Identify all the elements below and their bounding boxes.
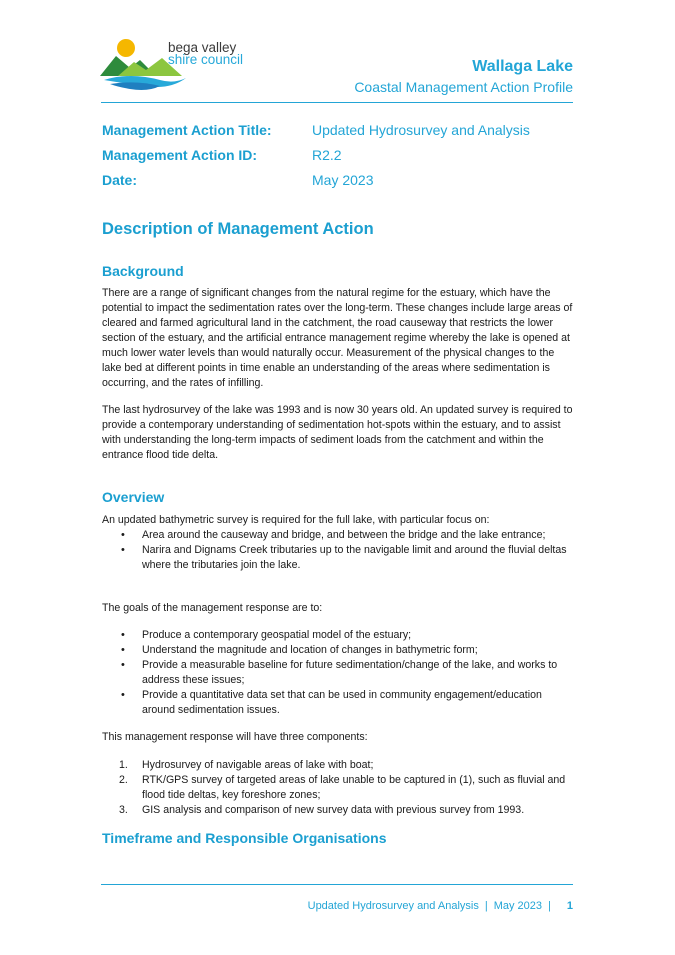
list-number: 1. xyxy=(119,759,128,771)
logo-text-line1: bega valley xyxy=(168,40,237,55)
header-subtitle: Coastal Management Action Profile xyxy=(354,79,573,95)
list-text: Hydrosurvey of navigable areas of lake with boat; xyxy=(142,759,374,771)
list-number: 2. xyxy=(119,774,128,786)
action-title-value: Updated Hydrosurvey and Analysis xyxy=(312,122,530,138)
background-heading: Background xyxy=(102,263,184,279)
page-footer xyxy=(308,900,573,912)
overview-intro: An updated bathymetric survey is required for the full lake, with particular focus on: xyxy=(102,514,490,526)
components-list xyxy=(102,758,576,818)
date-value: May 2023 xyxy=(312,172,374,188)
list-item: • Provide a quantitative data set that can be used in community engagement/education around sedimentation issues. xyxy=(102,688,576,718)
council-logo xyxy=(100,36,270,94)
background-paragraph-2: The last hydrosurvey of the lake was 1993 and is now 30 years old. An updated survey is required to provide a contemporary understanding of sedimentation hot-spots within the estuary, and to assist with understanding the long-term impacts of sediment loads from the catchment and within the entrance flood tide delta. xyxy=(102,404,573,461)
footer-title: Updated Hydrosurvey and Analysis xyxy=(307,900,479,912)
logo-text-line2: shire council xyxy=(168,52,244,67)
action-title-label: Management Action Title: xyxy=(102,122,272,138)
goals-intro: The goals of the management response are to: xyxy=(102,602,323,614)
overview-heading: Overview xyxy=(102,489,165,505)
list-text: RTK/GPS survey of targeted areas of lake unable to be captured in (1), such as fluvial and flood tide deltas, key foreshore zones; xyxy=(142,774,566,801)
goals-list xyxy=(102,628,576,718)
header-title: Wallaga Lake xyxy=(472,58,573,75)
list-item: • Provide a measurable baseline for future sedimentation/change of the lake, and works to address these issues; xyxy=(102,658,576,688)
list-item: • Area around the causeway and bridge, and between the bridge and the lake entrance; xyxy=(102,528,576,543)
page-number: 1 xyxy=(566,900,573,912)
footer-divider xyxy=(101,884,573,885)
focus-list xyxy=(102,528,576,573)
description-heading: Description of Management Action xyxy=(102,220,374,238)
action-id-label: Management Action ID: xyxy=(102,147,258,163)
components-intro: This management response will have three components: xyxy=(102,731,368,743)
footer-separator: | xyxy=(484,900,488,912)
list-item xyxy=(102,803,576,818)
timeframe-heading: Timeframe and Responsible Organisations xyxy=(102,830,387,846)
action-id-value: R2.2 xyxy=(312,147,342,163)
list-item: • Understand the magnitude and location of changes in bathymetric form; xyxy=(102,643,576,658)
list-item: • Narira and Dignams Creek tributaries up to the navigable limit and around the fluvial deltas where the tributaries join the lake. xyxy=(102,543,576,573)
header-divider xyxy=(101,102,573,103)
list-text: GIS analysis and comparison of new survey data with previous survey from 1993. xyxy=(142,804,525,816)
list-item xyxy=(102,758,576,773)
footer-separator: | xyxy=(548,900,551,912)
list-item: • Produce a contemporary geospatial model of the estuary; xyxy=(102,628,576,643)
date-label: Date: xyxy=(102,172,138,188)
background-paragraph-1: There are a range of significant changes from the natural regime for the estuary, which have the potential to impact the sedimentation rates over the long-term. These changes include large areas of cleared and farmed agricultural land in the catchment, the road causeway that restricts the lower section of the estuary, and the artificial entrance management regime whereby the lake is opened at much lower water levels than would naturally occur. Measurement of the physical changes to the lake bed at different points in time enable an understanding of the areas where sedimentation is occurring, and the rates of infilling. xyxy=(102,287,573,389)
footer-date: May 2023 xyxy=(493,900,543,912)
list-item xyxy=(102,773,576,803)
list-number: 3. xyxy=(119,804,128,816)
